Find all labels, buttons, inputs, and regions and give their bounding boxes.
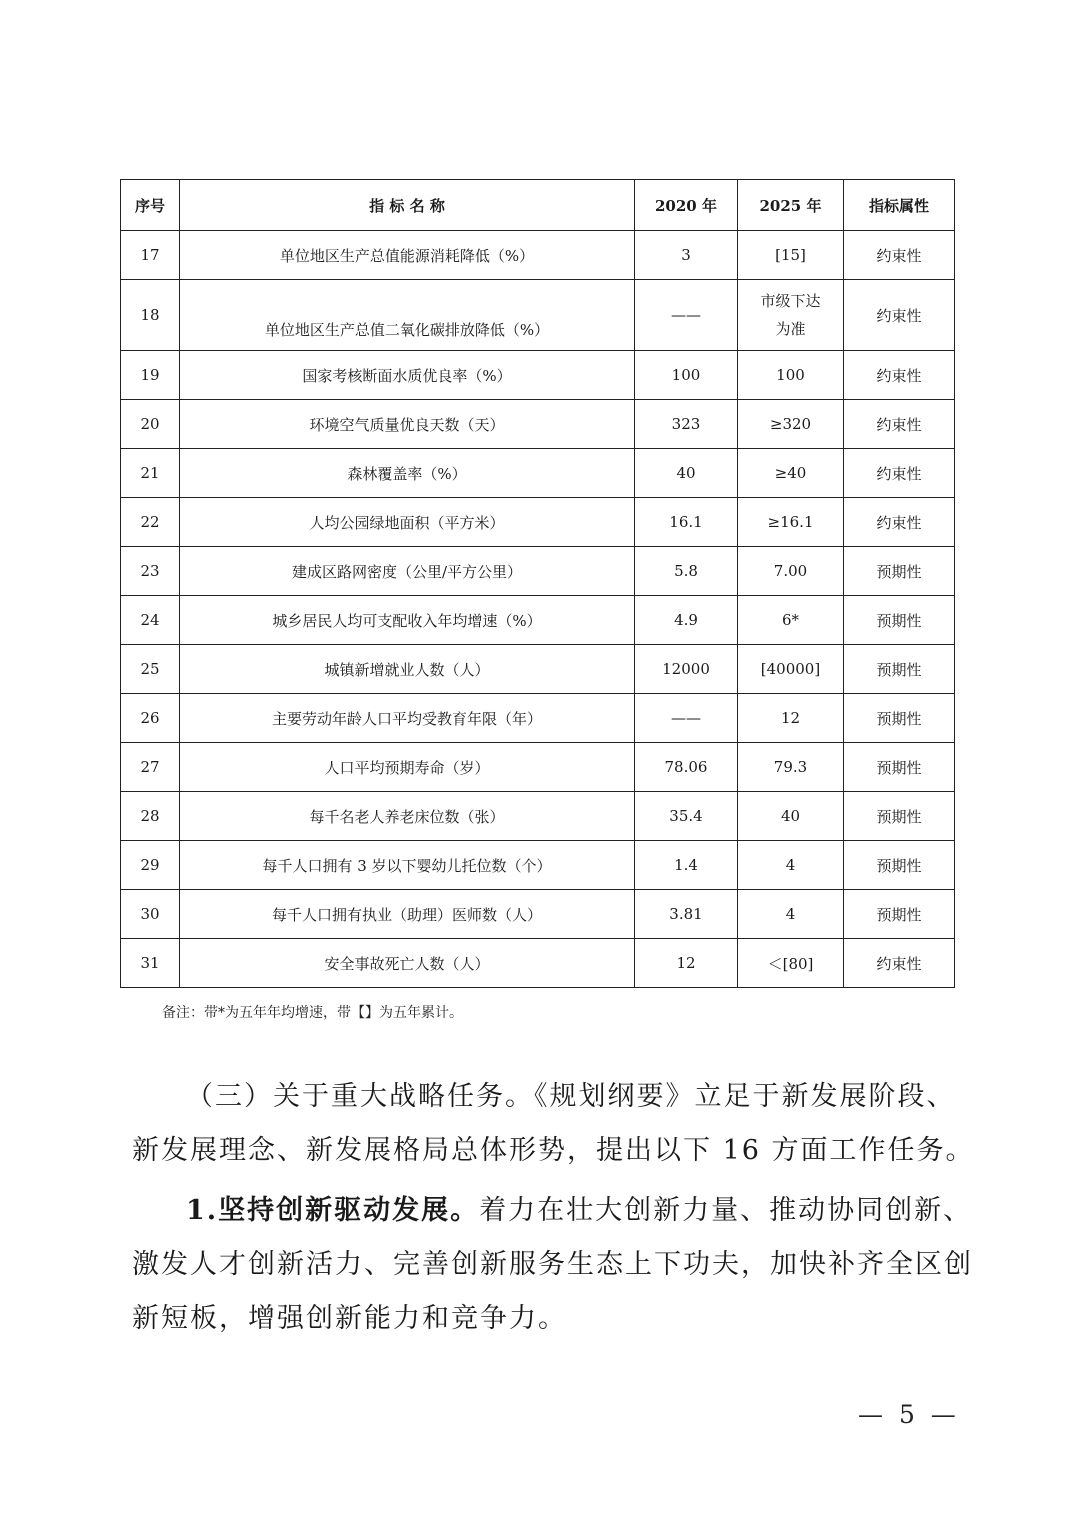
cell-2020: —— (635, 280, 738, 351)
table-row (121, 841, 955, 890)
cell-indicator-name: 主要劳动年龄人口平均受教育年限（年） (180, 694, 635, 743)
cell-2025: 6* (738, 596, 844, 645)
cell-2025: ≥40 (738, 449, 844, 498)
cell-2025: 12 (738, 694, 844, 743)
header-serial: 序号 (121, 180, 180, 231)
body-text (132, 1070, 977, 1352)
cell-2025: 7.00 (738, 547, 844, 596)
cell-serial: 27 (121, 743, 180, 792)
paragraph-strategic-tasks (132, 1070, 977, 1178)
table-row (121, 792, 955, 841)
page-number: — 5 — (858, 1400, 960, 1429)
header-2020: 2020 年 (635, 180, 738, 231)
cell-2025: [15] (738, 231, 844, 280)
cell-attribute: 预期性 (844, 890, 955, 939)
cell-attribute: 预期性 (844, 596, 955, 645)
cell-indicator-name-text: 单位地区生产总值二氧化碳排放降低（%） (264, 321, 550, 339)
header-attribute: 指标属性 (844, 180, 955, 231)
header-2025: 2025 年 (738, 180, 844, 231)
table-row (121, 596, 955, 645)
cell-2025: ≥320 (738, 400, 844, 449)
cell-2020: 100 (635, 351, 738, 400)
cell-indicator-name: 每千名老人养老床位数（张） (180, 792, 635, 841)
cell-serial: 24 (121, 596, 180, 645)
cell-attribute: 约束性 (844, 939, 955, 988)
table-row (121, 351, 955, 400)
cell-attribute: 预期性 (844, 792, 955, 841)
cell-2020: 1.4 (635, 841, 738, 890)
indicators-table (120, 179, 955, 988)
cell-attribute: 约束性 (844, 449, 955, 498)
cell-indicator-name: 单位地区生产总值能源消耗降低（%） (180, 231, 635, 280)
cell-attribute: 约束性 (844, 231, 955, 280)
cell-serial: 19 (121, 351, 180, 400)
cell-indicator-name: 城镇新增就业人数（人） (180, 645, 635, 694)
cell-serial: 31 (121, 939, 180, 988)
table-footnote: 备注：带*为五年年均增速，带【】为五年累计。 (162, 1005, 463, 1021)
cell-indicator-name: 森林覆盖率（%） (180, 449, 635, 498)
cell-serial: 28 (121, 792, 180, 841)
table-row (121, 890, 955, 939)
table-row (121, 645, 955, 694)
cell-2025: [40000] (738, 645, 844, 694)
cell-attribute: 约束性 (844, 351, 955, 400)
cell-attribute: 预期性 (844, 645, 955, 694)
table-row (121, 694, 955, 743)
cell-2025-line-1: 市级下达 (760, 292, 821, 310)
cell-2020: 323 (635, 400, 738, 449)
cell-indicator-name: 城乡居民人均可支配收入年均增速（%） (180, 596, 635, 645)
cell-serial: 30 (121, 890, 180, 939)
cell-indicator-name: 建成区路网密度（公里/平方公里） (180, 547, 635, 596)
table-row (121, 498, 955, 547)
cell-2025: ≥16.1 (738, 498, 844, 547)
cell-2020: 3 (635, 231, 738, 280)
cell-indicator-name: 国家考核断面水质优良率（%） (180, 351, 635, 400)
cell-indicator-name: 环境空气质量优良天数（天） (180, 400, 635, 449)
cell-attribute: 预期性 (844, 694, 955, 743)
cell-serial: 22 (121, 498, 180, 547)
cell-2025: 100 (738, 351, 844, 400)
cell-attribute: 约束性 (844, 400, 955, 449)
table-row (121, 743, 955, 792)
paragraph-text: （三）关于重大战略任务。《规划纲要》立足于新发展阶段、新发展理念、新发展格局总体形势，提出以下 16 方面工作任务。 (132, 1081, 975, 1166)
cell-2025: ＜[80] (738, 939, 844, 988)
cell-attribute: 预期性 (844, 841, 955, 890)
cell-serial: 23 (121, 547, 180, 596)
cell-2020: 16.1 (635, 498, 738, 547)
cell-serial: 29 (121, 841, 180, 890)
cell-serial: 18 (121, 280, 180, 351)
cell-2025 (738, 280, 844, 351)
cell-2025: 4 (738, 841, 844, 890)
cell-2020: 4.9 (635, 596, 738, 645)
cell-serial: 20 (121, 400, 180, 449)
cell-2020: 40 (635, 449, 738, 498)
cell-serial: 17 (121, 231, 180, 280)
cell-indicator-name: 人均公园绿地面积（平方米） (180, 498, 635, 547)
cell-2020: —— (635, 694, 738, 743)
header-indicator-name: 指 标 名 称 (180, 180, 635, 231)
cell-indicator-name (180, 280, 635, 351)
table-row (121, 449, 955, 498)
cell-indicator-name: 每千人口拥有 3 岁以下婴幼儿托位数（个） (180, 841, 635, 890)
cell-2020: 12000 (635, 645, 738, 694)
cell-2025-line-2: 为准 (775, 320, 806, 338)
table-row (121, 280, 955, 351)
cell-2025: 4 (738, 890, 844, 939)
cell-2020: 12 (635, 939, 738, 988)
cell-attribute: 约束性 (844, 498, 955, 547)
cell-2020: 5.8 (635, 547, 738, 596)
cell-2025: 40 (738, 792, 844, 841)
cell-attribute: 预期性 (844, 547, 955, 596)
cell-2020: 3.81 (635, 890, 738, 939)
cell-attribute: 约束性 (844, 280, 955, 351)
cell-attribute: 预期性 (844, 743, 955, 792)
paragraph-lead-heading: 1.坚持创新驱动发展。 (186, 1195, 480, 1226)
cell-indicator-name: 人口平均预期寿命（岁） (180, 743, 635, 792)
cell-2020: 35.4 (635, 792, 738, 841)
cell-serial: 21 (121, 449, 180, 498)
paragraph-innovation (132, 1184, 977, 1346)
cell-serial: 26 (121, 694, 180, 743)
cell-indicator-name: 每千人口拥有执业（助理）医师数（人） (180, 890, 635, 939)
cell-indicator-name: 安全事故死亡人数（人） (180, 939, 635, 988)
table-row (121, 231, 955, 280)
cell-2020: 78.06 (635, 743, 738, 792)
table-row (121, 400, 955, 449)
cell-serial: 25 (121, 645, 180, 694)
table-header-row (121, 180, 955, 231)
table-row (121, 939, 955, 988)
paragraph-text: 着力在壮大创新力量、推动协同创新、激发人才创新活力、完善创新服务生态上下功夫，加快补齐全区创新短板，增强创新能力和竞争力。 (132, 1195, 973, 1334)
table-row (121, 547, 955, 596)
cell-2025: 79.3 (738, 743, 844, 792)
